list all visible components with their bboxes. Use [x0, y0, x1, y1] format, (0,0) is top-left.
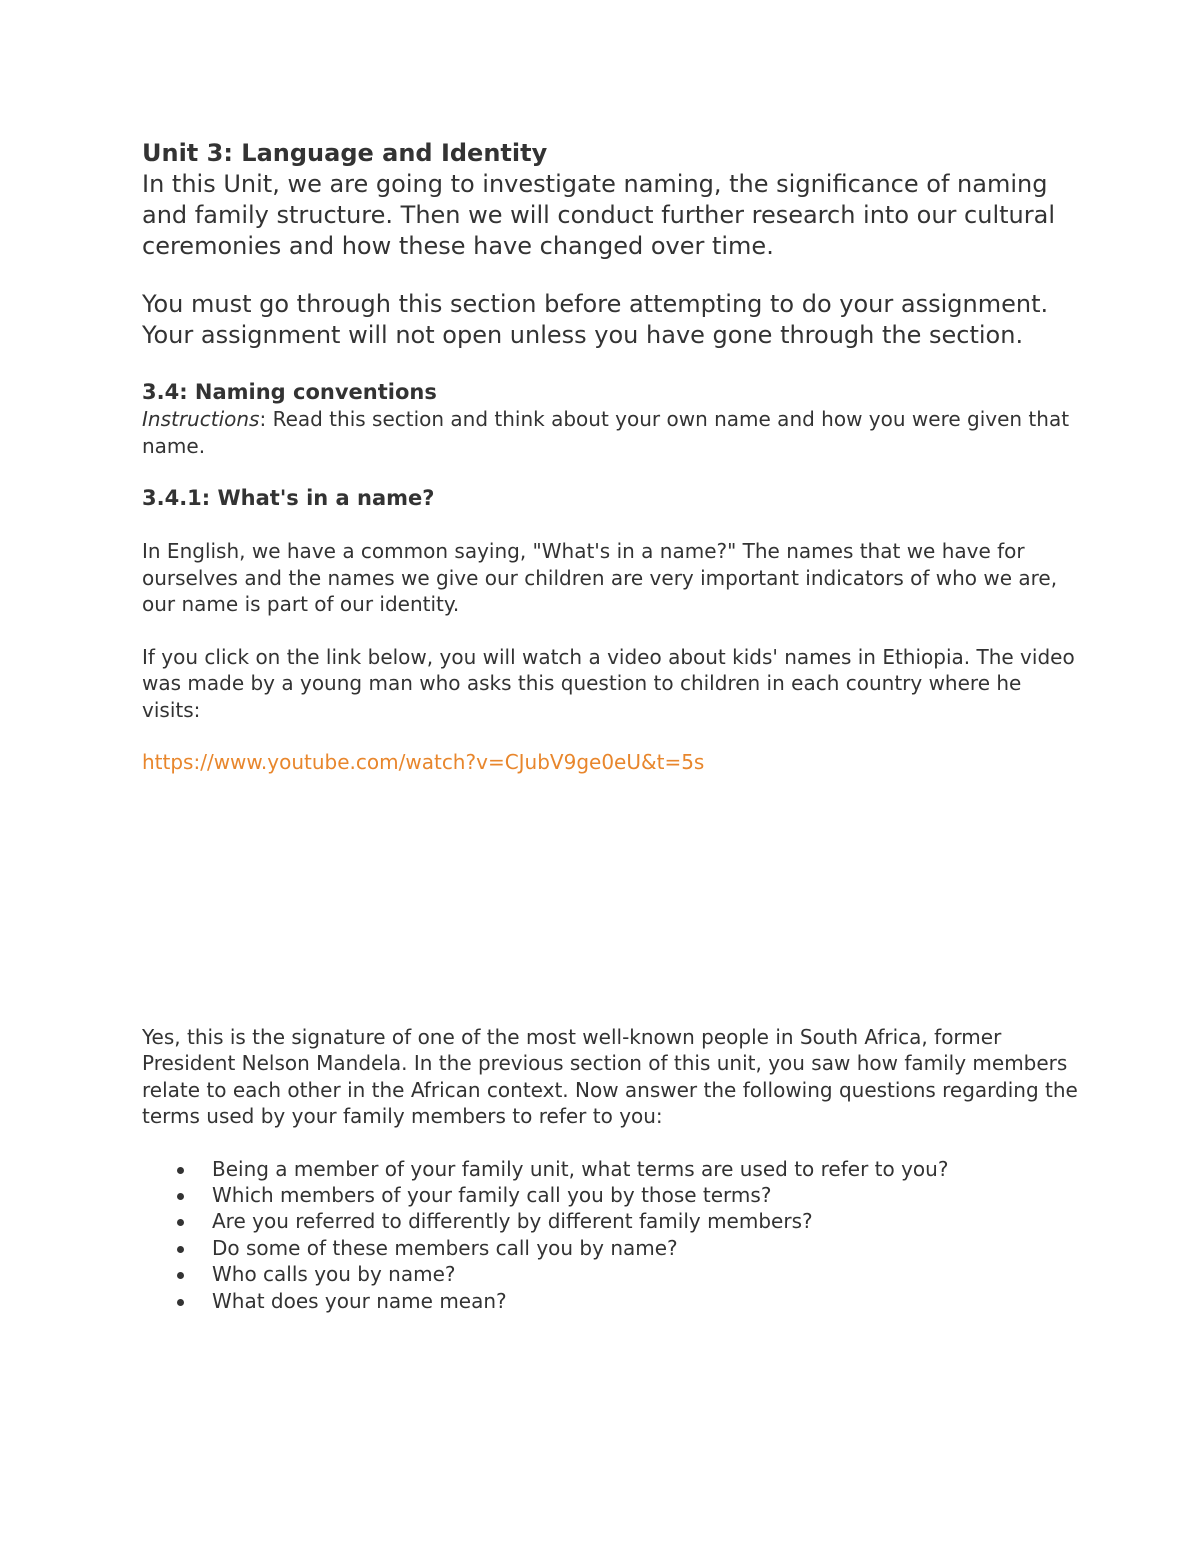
list-item	[142, 1182, 1082, 1208]
bullet-icon	[177, 1299, 184, 1306]
list-item	[142, 1156, 1082, 1182]
paragraph-video-intro: If you click on the link below, you will watch a video about kids' names in Ethiopia. The video was made by a young man who asks this question to children in each country where he visits:	[142, 644, 1075, 722]
section-heading: 3.4: Naming conventions	[142, 380, 437, 404]
question-text: Are you referred to differently by different family members?	[212, 1209, 813, 1234]
bullet-icon	[177, 1193, 184, 1200]
instructions-text: : Read this section and think about your own name and how you were given that name.	[142, 407, 1070, 458]
bullet-icon	[177, 1219, 184, 1226]
bullet-icon	[177, 1167, 184, 1174]
document-page	[142, 138, 1082, 1314]
list-item	[142, 1288, 1082, 1314]
list-item	[142, 1208, 1082, 1234]
question-text: What does your name mean?	[212, 1288, 507, 1313]
video-link-line	[142, 749, 1082, 776]
signature-image-area	[142, 776, 1082, 1024]
video-link[interactable]: https://www.youtube.com/watch?v=CJubV9ge0eU&t=5s	[142, 750, 705, 774]
paragraph-signature: Yes, this is the signature of one of the most well-known people in South Africa, former President Nelson Mandela. In the previous section of this unit, you saw how family members relate to each other in the African context. Now answer the following questions regarding the terms used by your family members to refer to you:	[142, 1024, 1078, 1128]
list-item	[142, 1261, 1082, 1287]
question-text: Being a member of your family unit, what terms are used to refer to you?	[212, 1156, 949, 1181]
bullet-icon	[177, 1246, 184, 1253]
unit-title: Unit 3: Language and Identity	[142, 139, 548, 167]
question-text: Do some of these members call you by name?	[212, 1235, 678, 1260]
unit-intro: In this Unit, we are going to investigate naming, the significance of naming and family structure. Then we will conduct further research into our cultural ceremonies and how these have changed over time.	[142, 170, 1055, 260]
bullet-icon	[177, 1272, 184, 1279]
instructions-label: Instructions	[142, 407, 260, 431]
question-list	[142, 1156, 1082, 1314]
subsection-heading: 3.4.1: What's in a name?	[142, 486, 435, 510]
list-item	[142, 1235, 1082, 1261]
question-text: Who calls you by name?	[212, 1262, 456, 1287]
paragraph-whats-in-a-name: In English, we have a common saying, "What's in a name?" The names that we have for ourselves and the names we give our children are very important indicators of who we are, our name is part of our identity.	[142, 539, 1058, 616]
unit-warning: You must go through this section before attempting to do your assignment. Your assignment will not open unless you have gone through the section.	[142, 290, 1049, 349]
instructions	[142, 406, 1082, 459]
question-text: Which members of your family call you by those terms?	[212, 1182, 772, 1207]
